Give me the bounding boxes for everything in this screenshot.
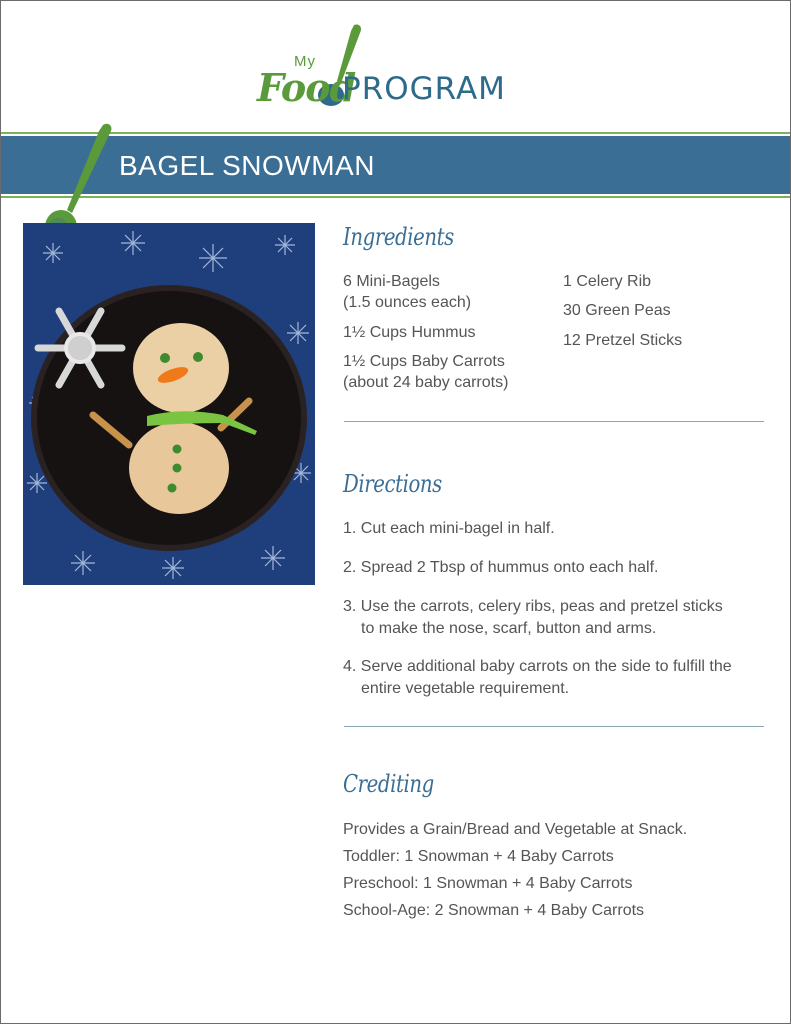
ingredient-line: (about 24 baby carrots): [343, 374, 509, 391]
ingredient-line: 1½ Cups Hummus: [343, 324, 476, 341]
section-divider: [344, 421, 764, 422]
logo-my-text: My: [294, 53, 316, 70]
ingredients-heading: Ingredients: [343, 223, 454, 251]
directions-heading: Directions: [343, 470, 442, 498]
ingredient-item: 12 Pretzel Sticks: [563, 332, 683, 349]
ingredient-item: [343, 271, 471, 313]
direction-step: 2. Spread 2 Tbsp of hummus onto each half.: [343, 559, 659, 576]
ingredient-item: [343, 351, 508, 393]
direction-step: [343, 596, 723, 640]
direction-line: 4. Serve additional baby carrots on the side to fulfill the: [343, 658, 732, 675]
ingredient-item: [343, 322, 476, 343]
crediting-line: School-Age: 2 Snowman + 4 Baby Carrots: [343, 902, 645, 919]
logo-food-text: Food: [257, 65, 356, 110]
ingredient-item: 30 Green Peas: [563, 302, 671, 319]
direction-line: to make the nose, scarf, button and arms.: [361, 620, 657, 637]
ingredient-item: 1 Celery Rib: [563, 273, 652, 290]
direction-step: 1. Cut each mini-bagel in half.: [343, 520, 555, 537]
ingredient-line: 6 Mini-Bagels: [343, 273, 440, 290]
crediting-heading: Crediting: [343, 770, 434, 798]
crediting-line: Preschool: 1 Snowman + 4 Baby Carrots: [343, 875, 633, 892]
my-food-program-logo: [257, 23, 547, 113]
direction-line: entire vegetable requirement.: [361, 680, 570, 697]
bagel-snowman-photo: [23, 223, 315, 585]
direction-step: [343, 656, 732, 700]
page-title: BAGEL SNOWMAN: [119, 150, 375, 181]
crediting-line: Toddler: 1 Snowman + 4 Baby Carrots: [343, 848, 614, 865]
logo-program-text: PROGRAM: [342, 71, 506, 107]
section-divider: [344, 726, 764, 727]
direction-line: 3. Use the carrots, celery ribs, peas and pretzel sticks: [343, 598, 723, 615]
banner-bottom-rule: [1, 196, 790, 198]
ingredient-line: 1½ Cups Baby Carrots: [343, 353, 505, 370]
crediting-line: Provides a Grain/Bread and Vegetable at Snack.: [343, 821, 688, 838]
banner-top-rule: [1, 132, 790, 134]
ingredient-line: (1.5 ounces each): [343, 294, 472, 311]
